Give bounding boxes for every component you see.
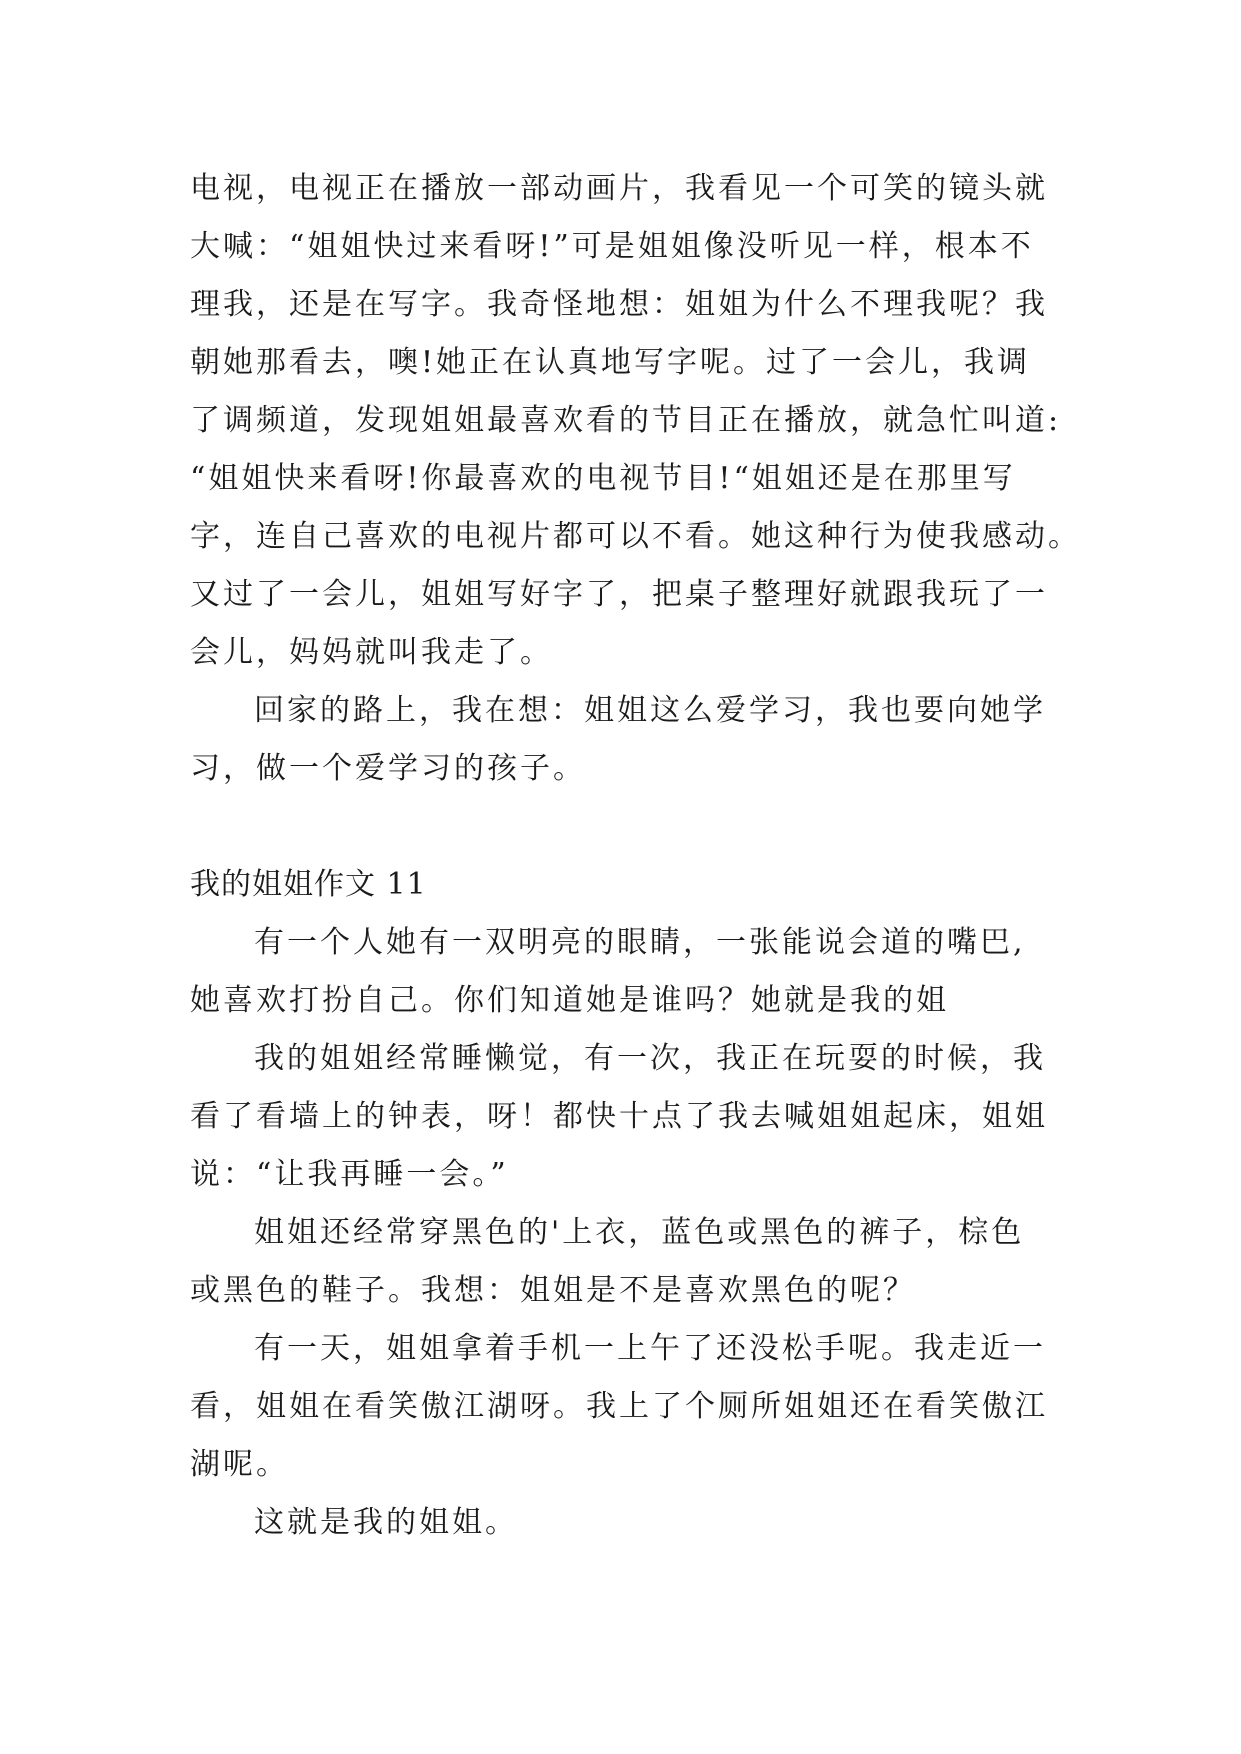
paragraph-start-line: 回家的路上，我在想：姐姐这么爱学习，我也要向她学 xyxy=(254,693,1046,728)
text-line: 或黑色的鞋子。我想：姐姐是不是喜欢黑色的呢？ xyxy=(190,1273,916,1308)
paragraph-start-line: 姐姐还经常穿黑色的'上衣，蓝色或黑色的裤子，棕色 xyxy=(254,1215,1025,1250)
text-line: 说：“让我再睡一会。” xyxy=(190,1157,509,1192)
text-line: 字，连自己喜欢的电视片都可以不看。她这种行为使我感动。 xyxy=(190,519,1081,554)
text-line: 了调频道，发现姐姐最喜欢看的节目正在播放，就急忙叫道: xyxy=(190,403,1062,438)
paragraph-start-line: 这就是我的姐姐。 xyxy=(254,1505,518,1540)
text-line: 会儿，妈妈就叫我走了。 xyxy=(190,635,553,670)
paragraph-start-line: 有一个人她有一双明亮的眼睛，一张能说会道的嘴巴, xyxy=(254,925,1026,960)
document-body xyxy=(190,160,1081,1552)
text-line: 看了看墙上的钟表，呀！都快十点了我去喊姐姐起床，姐姐 xyxy=(190,1099,1048,1134)
text-line: 朝她那看去，噢!她正在认真地写字呢。过了一会儿，我调 xyxy=(190,345,1031,380)
paragraph-start-line: 我的姐姐经常睡懒觉，有一次，我正在玩耍的时候，我 xyxy=(254,1041,1046,1076)
text-line: 理我，还是在写字。我奇怪地想：姐姐为什么不理我呢？我 xyxy=(190,287,1048,322)
text-line: 湖呢。 xyxy=(190,1447,289,1482)
text-line: 大喊：“姐姐快过来看呀!”可是姐姐像没听见一样，根本不 xyxy=(190,229,1034,264)
text-line: 习，做一个爱学习的孩子。 xyxy=(190,751,586,786)
text-line: “姐姐快来看呀!你最喜欢的电视节目!“姐姐还是在那里写 xyxy=(190,461,1016,496)
section-title: 我的姐姐作文 11 xyxy=(190,867,427,902)
text-line: 电视，电视正在播放一部动画片，我看见一个可笑的镜头就 xyxy=(190,171,1048,206)
paragraph-start-line: 有一天，姐姐拿着手机一上午了还没松手呢。我走近一 xyxy=(254,1331,1046,1366)
text-line: 她喜欢打扮自己。你们知道她是谁吗？她就是我的姐 xyxy=(190,983,949,1018)
text-line: 看，姐姐在看笑傲江湖呀。我上了个厕所姐姐还在看笑傲江 xyxy=(190,1389,1048,1424)
text-line: 又过了一会儿，姐姐写好字了，把桌子整理好就跟我玩了一 xyxy=(190,577,1048,612)
blank-line xyxy=(190,798,1050,856)
